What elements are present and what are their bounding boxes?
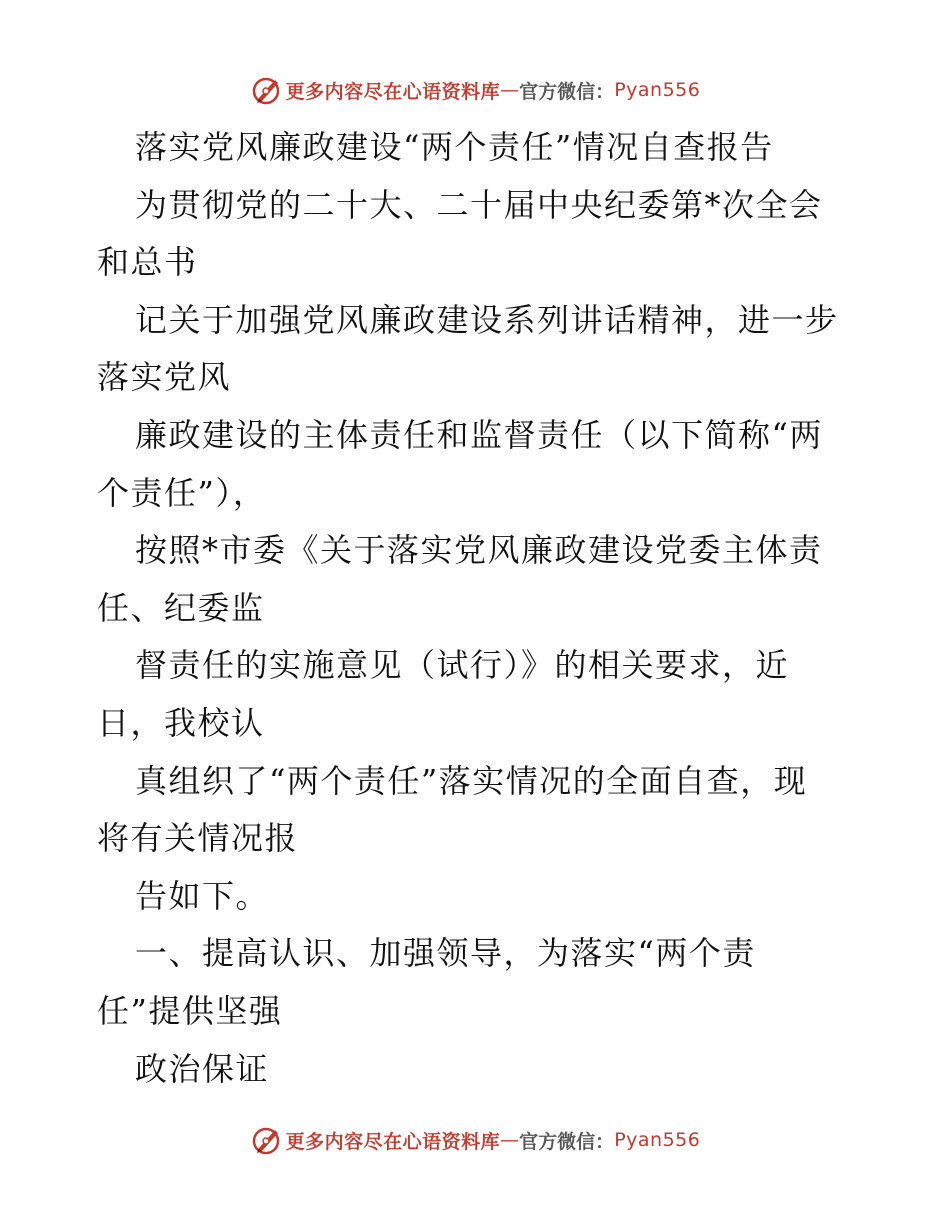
banner-wechat-label: 官方微信：: [519, 1130, 615, 1153]
banner-wechat-id: Pyan556: [614, 1129, 701, 1151]
text-line: 真组织了“两个责任”落实情况的全面自查，现: [135, 761, 808, 800]
text-line: 廉政建设的主体责任和监督责任（以下简称“两: [135, 415, 823, 454]
document-body: [97, 119, 917, 1098]
text-line: 任、纪委监: [97, 588, 265, 627]
text-line: 为贯彻党的二十大、二十届中央纪委第*次全会: [135, 185, 823, 224]
section-heading-continued: 任”提供坚强: [97, 991, 283, 1030]
banner-site-text: 更多内容尽在心语资料库: [285, 1130, 501, 1153]
section-heading: 一、提高认识、加强领导，为落实“两个责: [135, 934, 756, 973]
text-line: 个责任”），: [97, 473, 267, 512]
footer-watermark-banner: [0, 1120, 950, 1160]
header-watermark-banner: [0, 70, 950, 110]
pen-logo-icon: [250, 74, 282, 106]
banner-wechat-id: Pyan556: [614, 79, 701, 101]
document-title: 落实党风廉政建设“两个责任”情况自查报告: [135, 128, 774, 166]
banner-separator: —: [500, 79, 520, 101]
text-line: 落实党风: [97, 358, 232, 397]
text-line: 记关于加强党风廉政建设系列讲话精神，进一步: [135, 300, 839, 339]
section-heading-continued: 政治保证: [135, 1049, 270, 1088]
text-line: 督责任的实施意见（试行）》的相关要求，近: [135, 646, 790, 685]
banner-wechat-label: 官方微信：: [519, 80, 615, 103]
text-line: 按照*市委《关于落实党风廉政建设党委主体责: [135, 531, 823, 570]
text-line: 日，我校认: [97, 703, 265, 742]
pen-logo-icon: [250, 1124, 282, 1156]
banner-site-text: 更多内容尽在心语资料库: [285, 80, 501, 103]
text-line: 将有关情况报: [97, 819, 299, 858]
text-line: 和总书: [97, 243, 198, 282]
text-line: 告如下。: [135, 876, 270, 915]
banner-separator: —: [500, 1129, 520, 1151]
